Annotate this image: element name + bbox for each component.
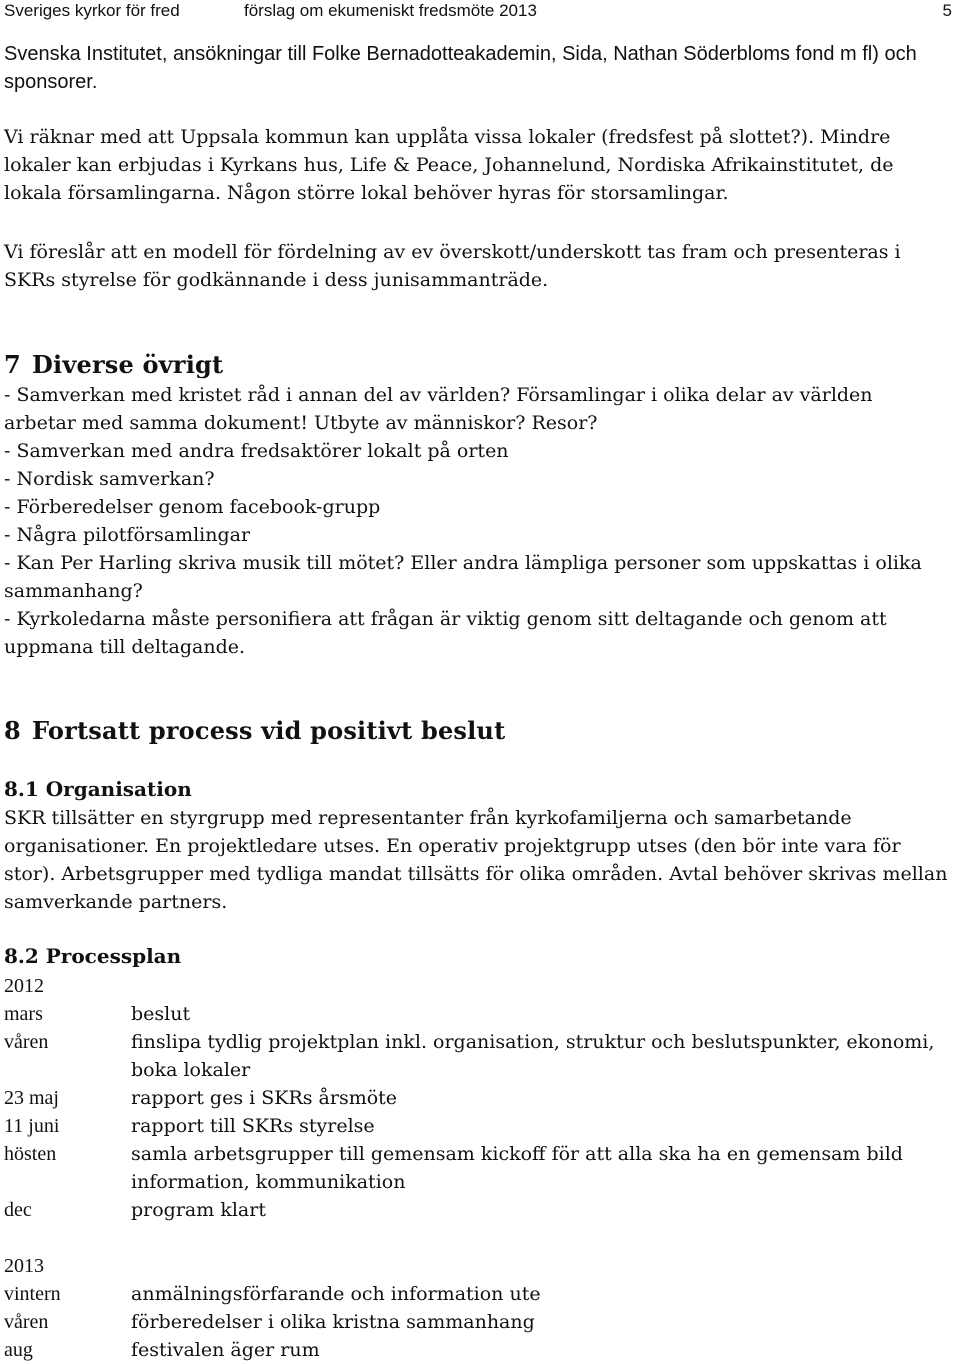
intro-para-1: [4, 40, 948, 96]
plan-row: [4, 1336, 948, 1364]
plan-what: finslipa tydlig projektplan inkl. organisation, struktur och beslutspunkter, ekonomi, boka lokaler: [131, 1031, 935, 1081]
page-number: 5: [942, 1, 952, 20]
plan-when: aug: [4, 1339, 33, 1361]
plan-year: 2012: [4, 975, 44, 997]
section-8-heading: [4, 716, 505, 745]
page-header: [4, 0, 952, 26]
plan-spacer: [4, 1224, 948, 1252]
list-item: - Nordisk samverkan?: [4, 468, 215, 490]
funding-text: Svenska Institutet, ansökningar till Folke Bernadotteakademin, Sida, Nathan Söderbloms fond m fl) och sponsorer.: [4, 43, 917, 93]
plan-when: våren: [4, 1031, 49, 1053]
venues-text: Vi räknar med att Uppsala kommun kan upplåta vissa lokaler (fredsfest på slottet?). Mindre lokaler kan erbjudas i Kyrkans hus, Life & Peace, Johannelund, Nordiska Afrikainstitutet, de lokala församlingarna. Någon större lokal behöver hyras för storsamlingar.: [4, 126, 894, 204]
plan-row: [4, 1084, 948, 1112]
plan-when: vintern: [4, 1283, 61, 1305]
process-plan: [4, 972, 948, 1364]
plan-what: förberedelser i olika kristna sammanhang: [131, 1311, 535, 1333]
plan-when: mars: [4, 1003, 43, 1025]
list-item: - Några pilotförsamlingar: [4, 524, 251, 546]
plan-when: hösten: [4, 1143, 57, 1165]
intro-para-3: [4, 238, 948, 294]
plan-row: [4, 1000, 948, 1028]
list-item: - Förberedelser genom facebook-grupp: [4, 496, 381, 518]
section-7-number: 7: [4, 350, 21, 379]
list-item: - Samverkan med kristet råd i annan del av världen? Församlingar i olika delar av världen arbetar med samma dokument! Utbyte av människor? Resor?: [4, 384, 873, 434]
plan-row: [4, 1140, 948, 1196]
organisation-text: SKR tillsätter en styrgrupp med representanter från kyrkofamiljerna och samarbetande organisationer. En projektledare utses. En operativ projektgrupp utses (den bör inte vara för stor). Arbetsgrupper med tydliga mandat tillsätts för olika områden. Avtal behöver skrivas mellan samverkande partners.: [4, 807, 948, 913]
section-8-title: Fortsatt process vid positivt beslut: [32, 716, 506, 745]
list-item: - Kyrkoledarna måste personifiera att frågan är viktig genom sitt deltagande och genom att uppmana till deltagande.: [4, 608, 887, 658]
plan-what: rapport ges i SKRs årsmöte: [131, 1087, 398, 1109]
plan-what: anmälningsförfarande och information ute: [131, 1283, 541, 1305]
plan-what: beslut: [131, 1003, 191, 1025]
organisation-text-block: [4, 804, 948, 916]
list-item: - Kan Per Harling skriva musik till mötet? Eller andra lämpliga personer som uppskattas i olika sammanhang?: [4, 552, 922, 602]
plan-when: våren: [4, 1311, 49, 1333]
section-7-heading: [4, 350, 223, 379]
list-item: - Samverkan med andra fredsaktörer lokalt på orten: [4, 440, 509, 462]
plan-row: [4, 1028, 948, 1084]
plan-what: festivalen äger rum: [131, 1339, 320, 1361]
plan-when: 23 maj: [4, 1087, 59, 1109]
subsection-8-1-heading: 8.1 Organisation: [4, 777, 192, 801]
section-8-number: 8: [4, 716, 21, 745]
plan-year: 2013: [4, 1255, 44, 1277]
subsection-8-2-heading: 8.2 Processplan: [4, 944, 182, 968]
header-org: Sveriges kyrkor för fred: [4, 1, 180, 20]
plan-what: program klart: [131, 1199, 266, 1221]
plan-when: 11 juni: [4, 1115, 60, 1137]
plan-row: [4, 1112, 948, 1140]
header-doc-title: förslag om ekumeniskt fredsmöte 2013: [244, 1, 537, 20]
section-7-list: [4, 381, 948, 661]
section-7-title: Diverse övrigt: [32, 350, 224, 379]
plan-row: [4, 1280, 948, 1308]
intro-para-2: [4, 123, 948, 207]
plan-what: samla arbetsgrupper till gemensam kickoff för att alla ska ha en gemensam bild information, kommunikation: [131, 1143, 903, 1193]
plan-row: [4, 1196, 948, 1224]
plan-row: [4, 1308, 948, 1336]
budget-model-text: Vi föreslår att en modell för fördelning av ev överskott/underskott tas fram och presenteras i SKRs styrelse för godkännande i dess junisammanträde.: [4, 241, 901, 291]
plan-what: rapport till SKRs styrelse: [131, 1115, 375, 1137]
plan-when: dec: [4, 1199, 32, 1221]
